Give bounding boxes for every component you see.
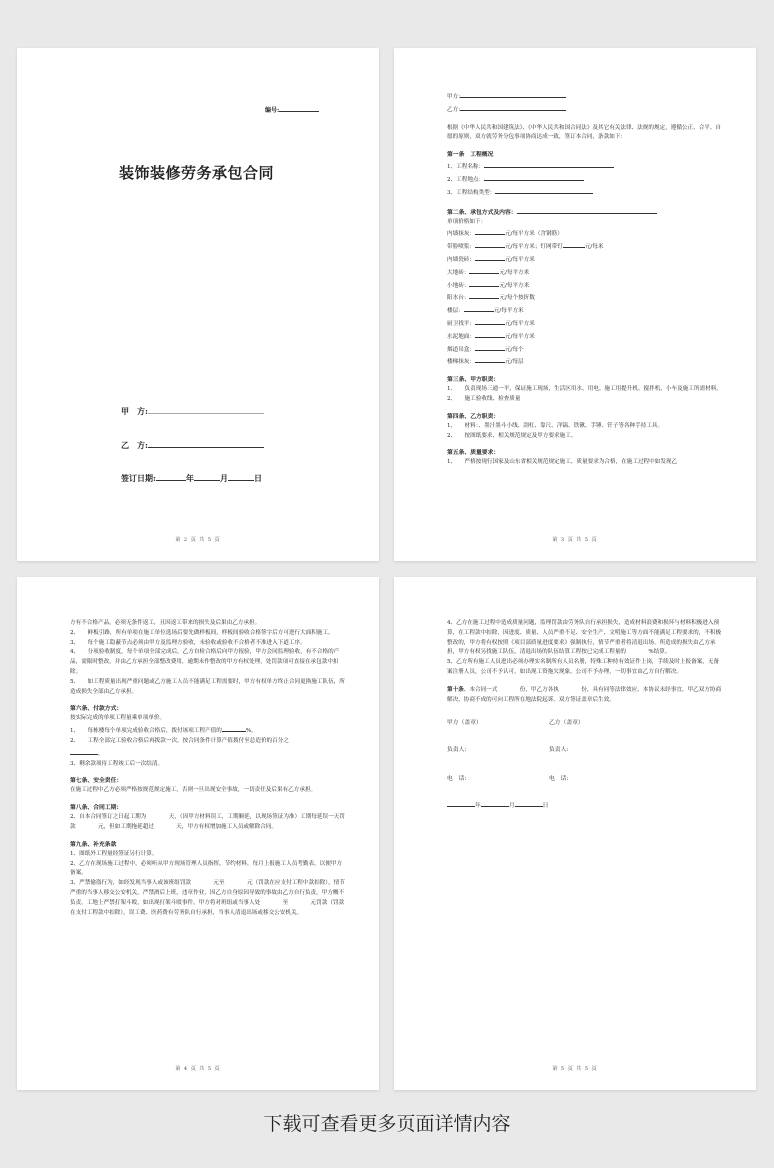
day-label: 日 (253, 473, 262, 483)
contract-number-blank[interactable] (279, 104, 319, 112)
day-blank[interactable] (515, 799, 543, 807)
unit-price-unit: 元/每个按折数 (499, 295, 535, 302)
party-a-blank[interactable] (148, 406, 264, 414)
safety-text: 在施工过程中乙方必须严格按规范规定施工，否则一旦出现安全事故，一切责任及后果有乙方承担。 (70, 787, 317, 794)
payment-item-3: 3、剩余款项待工程竣工后一次结清。 (70, 760, 164, 767)
unit-price-label: 楼梯抹灰： (447, 359, 475, 366)
page-footer: 第 3 页 共 5 页 (552, 537, 598, 543)
unit-price-unit: 元/每平方米（含钢筋） (504, 231, 563, 238)
unit-price-blank[interactable] (475, 227, 505, 235)
unit-price-unit-2: 元/每米 (584, 244, 604, 251)
article-8-heading: 第八条、合同工期： (70, 805, 123, 812)
unit-price-blank[interactable] (469, 266, 499, 274)
party-b-label: 乙方: (447, 106, 461, 113)
year-label: 年 (475, 803, 481, 810)
unit-price-row (447, 330, 723, 343)
signature-block (447, 717, 723, 837)
unit-price-row (447, 304, 723, 317)
day-label: 日 (542, 803, 549, 810)
page-5-content (447, 619, 723, 837)
unit-price-row (447, 266, 723, 279)
payment-item-1: 1、 每栋楼每个单项完成验收合格后，拨付该项工程产值的 %。 (70, 724, 346, 737)
party-a-row (121, 406, 264, 417)
article-6-heading: 第六条、付款方式： (70, 706, 123, 713)
unit-price-blank[interactable] (475, 355, 505, 363)
project-site-row (447, 173, 723, 186)
page-4-content (70, 619, 346, 918)
unit-price-label: 带脸喷浆： (447, 244, 475, 251)
unit-price-row (447, 355, 723, 368)
unit-price-unit: 元/每平方米；钉网带钉 (504, 244, 563, 251)
page-5 (394, 577, 756, 1090)
page-3-content (447, 90, 723, 468)
party-a-label: 甲方: (447, 94, 461, 100)
party-b-blank[interactable] (148, 440, 264, 448)
project-structure-row (447, 186, 723, 199)
payment-total-percent-blank[interactable] (70, 747, 98, 755)
unit-price-blank[interactable] (475, 317, 505, 325)
contract-number-label: 编号: (265, 107, 280, 114)
project-site-blank[interactable] (484, 173, 584, 181)
unit-price-blank[interactable] (475, 330, 505, 338)
unit-price-unit: 元/每个 (504, 346, 524, 353)
article-10 (447, 686, 723, 706)
party-b-blank[interactable] (460, 103, 566, 111)
unit-price-label: 烟道吊盒： (447, 346, 475, 353)
unit-price-blank[interactable] (469, 291, 499, 299)
unit-price-unit: 元/每平方米 (499, 282, 530, 289)
contract-number-field (265, 104, 319, 114)
unit-price-unit: 元/每平方米 (499, 269, 530, 276)
article-3-heading: 第三条、甲方职责： (447, 377, 500, 384)
unit-price-label: 楼层： (447, 308, 464, 315)
page-3 (394, 48, 756, 561)
quality-item-4: 4、 分项验收制度，每个单项全部完成后，乙方自检合格后向甲方报验，甲方会同监理验收，有不合格的产品，需限时整改，并由乙方承担全部整改费用，逾期未作整改的甲方有权处理，处罚款项可直接在承包款中扣除。 (70, 649, 340, 675)
party-b-row (447, 103, 723, 116)
quality-item-2: 2、 鲜板引路，所有单项在施工单位选场后要先做样板间，样板间验收合格签字后方可进行大面积施工。 (70, 629, 334, 636)
payment-item-2-text: 2、 工程全部完工验收合格后再拨款一次，按合同条件计算产值拨付至总造价的百分之 (70, 737, 289, 744)
page-footer: 第 2 页 共 5 页 (175, 537, 221, 543)
unit-price-row (447, 291, 723, 304)
month-label: 月 (219, 473, 228, 483)
quality-item-5: 5、 如工程质量出现严重问题或乙方施工人员不能满足工程需要时，甲方有权单方终止合同更换施工队伍，所造成损失全部由乙方承担。 (70, 678, 345, 695)
day-blank[interactable] (228, 473, 254, 481)
responsible-a: 负责人: (447, 747, 467, 754)
party-b-duty-2: 2、 按图纸要求、相关规范规定及甲方要求施工。 (447, 432, 577, 439)
sign-date-row (447, 799, 548, 809)
article-2-title: 第二条、承包方式及内容： (447, 209, 517, 216)
payment-item-1-text: 1、 每栋楼每个单项完成验收合格后，拨付该项工程产值的 (70, 728, 222, 735)
party-b-duty-1: 1、 材料：、墨汁墨斗小线、刮杠、靠尺、洋镐、铁锹、手锤、钎子等各种手持工具。 (447, 422, 664, 429)
unit-price-blank[interactable] (464, 304, 494, 312)
unit-price-row (447, 240, 723, 253)
unit-price-label: 内墙抹灰： (447, 231, 475, 238)
party-a-blank[interactable] (460, 90, 566, 98)
month-blank[interactable] (481, 799, 509, 807)
page-2-cover (17, 48, 379, 561)
year-blank[interactable] (156, 473, 186, 481)
article-2-heading (447, 206, 723, 218)
party-a-row (447, 90, 723, 103)
unit-price-blank[interactable] (475, 253, 505, 261)
article-10-text: 、本合同一式 份，甲乙方各执 份，具有同等法律效应，本协议未经事宜，甲乙双方协商解决，协商不成的可向工程所在地法院起诉，双方签证盖章后生效。 (447, 686, 722, 703)
unit-price-label: 厨卫找平： (447, 320, 475, 327)
unit-price-unit: 元/每平方米 (504, 320, 535, 327)
project-structure-blank[interactable] (495, 186, 593, 194)
party-a-duty-2: 2、 施工验收线、检查质量 (447, 395, 521, 402)
unit-price-blank[interactable] (475, 343, 505, 351)
supplement-item-2: 2、乙方在现场施工过程中，必须听从甲方现场管理人员指挥，节约材料，每月上报施工人员考勤表，以便甲方备案。 (70, 860, 343, 877)
month-label: 月 (508, 803, 515, 810)
unit-price-unit: 元/每平方米 (504, 256, 535, 263)
article-9-heading: 第九条、补充条款 (70, 841, 117, 848)
supplement-item-3: 3、严禁偷盗行为，如经发现当事人或该班组罚款 元至 元（罚款在应支付工程中款扣除），情节严重的当事人移交公安机关，严禁酒后上班，违章作业，因乙方自身原因导致的事故由乙方自行负责，甲方概不负责。工地上严禁打架斗殴，如出现打架斗殴事件，甲方将对班组或当事人处 至 元罚款（罚款在支付工程款中扣除），误工费、医药费有劳务队自行承担，当事人清退出场或移交公安机关。 (70, 880, 345, 916)
party-a-duty-1: 1、 负责现场三通一平，保证施工现场，生活区用水、用电。施工用提升机、搅拌机、小车及施工所需材料。 (447, 386, 722, 393)
quality-requirement-1: 1、 严格按现行国家及山东省相关规范规定施工，质量要求为合格，在施工过程中如发现乙 (447, 459, 678, 466)
page-footer: 第 4 页 共 5 页 (175, 1066, 221, 1072)
year-label: 年 (185, 473, 194, 483)
article-10-heading: 第十条 (447, 686, 464, 693)
project-name-blank[interactable] (484, 160, 614, 168)
unit-price-label: 小地砖： (447, 282, 470, 289)
article-7-heading: 第七条、安全责任： (70, 778, 123, 785)
party-b-row (121, 440, 264, 451)
party-a-label: 甲 方: (121, 406, 148, 416)
payment-percent-blank[interactable] (222, 724, 246, 732)
supplement-item-1: 1、图纸外工程量经签证另行计算。 (70, 850, 158, 857)
download-caption: 下载可查看更多页面详情内容 (263, 1113, 511, 1135)
page-footer: 第 5 页 共 5 页 (552, 1066, 598, 1072)
project-name-row (447, 160, 723, 173)
project-name-label: 1、工程名称： (447, 164, 485, 171)
unit-price-blank[interactable] (469, 279, 499, 287)
signing-date-row (121, 473, 262, 484)
payment-basis: 按实际完成的单项工程量乘单项单价。 (70, 715, 166, 722)
phone-b: 电 话: (549, 776, 569, 783)
page-4 (17, 577, 379, 1090)
contract-intro: 根据《中华人民共和国建筑法》、《中华人民共和国合同法》及其它有关法律、法规的规定，遵循公正、合平、自愿的原则，双方就劳务分包事项协商达成一致，签订本合同，条款如下： (447, 124, 722, 141)
signing-date-label: 签订日期: (121, 473, 156, 483)
project-site-label: 2、工程地点： (447, 176, 485, 183)
unit-price-intro: 单项价格如下： (447, 218, 487, 225)
contract-title: 装饰装修劳务承包合同 (119, 164, 275, 182)
unit-price-unit: 元/每层 (504, 359, 524, 366)
unit-price-unit: 元/每平方米 (493, 308, 524, 315)
unit-price-list (447, 227, 723, 368)
responsible-b: 负责人: (549, 747, 569, 754)
contract-method-blank[interactable] (517, 206, 657, 214)
unit-price-label: 大地砖： (447, 269, 470, 276)
unit-price-row (447, 343, 723, 356)
payment-item-2: 2、 工程全部完工验收合格后再拨款一次，按合同条件计算产值拨付至总造价的百分之 。 (70, 737, 289, 757)
article-4-heading: 第四条、乙方职责： (447, 413, 500, 420)
article-5-heading: 第五条、质量要求： (447, 450, 500, 457)
unit-price-row (447, 253, 723, 266)
month-blank[interactable] (194, 473, 220, 481)
party-b-label: 乙 方: (121, 440, 148, 450)
unit-price-label: 内墙瓷砖： (447, 256, 475, 263)
unit-price-blank-2[interactable] (563, 240, 585, 248)
quality-continued: 方有不合格产品，必须无条件返工，且因返工带来的损失及后果由乙方承担。 (70, 620, 261, 626)
article-1-heading: 第一条 工程概况 (447, 152, 494, 159)
year-blank[interactable] (447, 799, 475, 807)
supplement-item-5: 5、乙方所有施工人员进出必须办理实名制所有人员名册，特殊工种持有效证件上岗，手续及时上报备案，无备案注册人员，公司不予认可，如出现工资拖欠现象，公司不予办理，一切事宜由乙方自行解决。 (447, 659, 720, 675)
unit-price-label: 阳水台： (447, 295, 470, 302)
project-structure-label: 3、工程结构类型： (447, 189, 496, 196)
supplement-item-4: 4、乙方在施工过程中造成质量问题，监理罚款由劳务队自行承担损失，造成材料浪费和损坏与材料积极进入预算，在工程款中扣除，因进度、质量、人员严重不足、安全生产、文明施工等方面不能满足工程要求的，不积极整改的，甲方将有权按照《项目部质量进度要求》强制执行，情节严重者将清退出场。所造成的损失由乙方承担，甲方有权另找施工队伍，清退出场的队伍结算工程按已完成工程量的 %结算。 (447, 620, 722, 656)
unit-price-row (447, 279, 723, 292)
unit-price-label: 水泥地面： (447, 333, 475, 340)
unit-price-blank[interactable] (475, 240, 505, 248)
phone-a: 电 话: (447, 776, 467, 783)
quality-item-3: 3、 每个施工隐蔽节点必须由甲方及监理方验收，未验收或验收不合格者不准进入下道工序。 (70, 639, 306, 646)
sign-party-b: 乙方（盖章） (549, 720, 584, 727)
sign-party-a: 甲方（盖章） (447, 720, 482, 727)
unit-price-row (447, 227, 723, 240)
unit-price-row (447, 317, 723, 330)
unit-price-unit: 元/每平方米 (504, 333, 535, 340)
schedule-text: 2、自本合同签订之日起工期为 天，（因甲方材料误工，工期顺延，以现场签证为准）工期每延误一天罚款 元，但如工期拖延超过 天，甲方有权增加施工人员或解除合同。 (70, 814, 345, 830)
